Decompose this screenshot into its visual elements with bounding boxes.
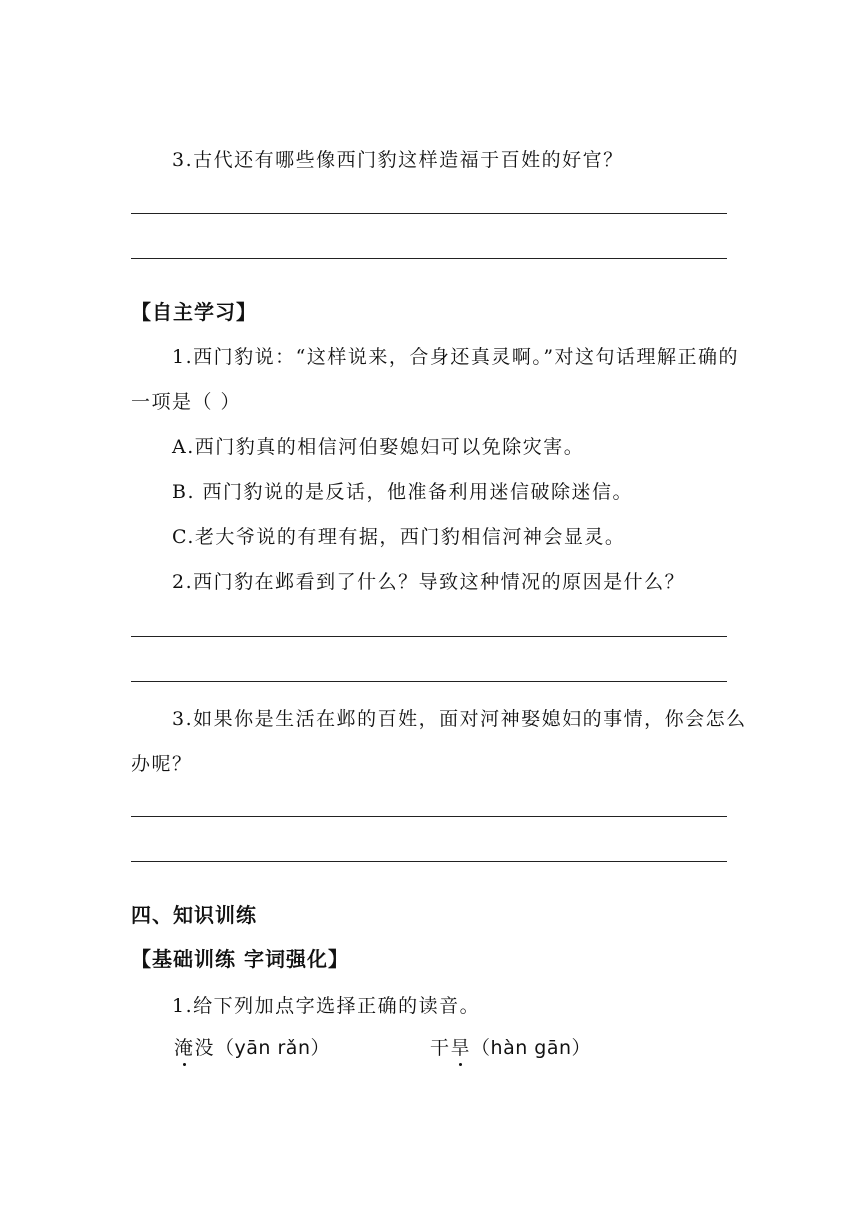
plain-character: 干 — [430, 1037, 451, 1059]
basic-training-heading: 【基础训练 字词强化】 — [131, 947, 349, 971]
section-4-heading: 四、知识训练 — [131, 903, 257, 927]
question-3-top: 3.古代还有哪些像西门豹这样造福于百姓的好官？ — [172, 149, 624, 171]
answer-line — [131, 258, 727, 259]
option-c: C.老大爷说的有理有据，西门豹相信河神会显灵。 — [172, 526, 626, 548]
question-1-line-1: 1.西门豹说：“这样说来，合身还真灵啊。”对这句话理解正确的 — [172, 346, 740, 368]
self-study-heading: 【自主学习】 — [131, 300, 257, 324]
answer-line — [131, 861, 727, 862]
pinyin-item-1 — [174, 1036, 330, 1060]
question-3-line-1: 3.如果你是生活在邺的百姓，面对河神娶媳妇的事情，你会怎么 — [172, 708, 747, 730]
answer-line — [131, 681, 727, 682]
plain-character: 没 — [194, 1037, 216, 1059]
question-1-line-2: 一项是（ ） — [131, 391, 242, 413]
option-a: A.西门豹真的相信河伯娶媳妇可以免除灾害。 — [172, 436, 585, 458]
answer-line — [131, 213, 727, 214]
question-3-line-2: 办呢？ — [131, 753, 193, 775]
exercise-1-instruction: 1.给下列加点字选择正确的读音。 — [172, 995, 481, 1017]
answer-line — [131, 636, 727, 637]
pinyin-options: （hàn gān） — [471, 1037, 592, 1059]
pinyin-item-2 — [430, 1036, 591, 1060]
option-b: B. 西门豹说的是反话，他准备利用迷信破除迷信。 — [172, 481, 634, 503]
pinyin-options: （yān rǎn） — [215, 1037, 330, 1059]
dotted-character: 淹 — [174, 1037, 195, 1059]
answer-line — [131, 816, 727, 817]
dotted-character: 旱 — [450, 1037, 472, 1059]
question-2: 2.西门豹在邺看到了什么？导致这种情况的原因是什么？ — [172, 571, 686, 593]
